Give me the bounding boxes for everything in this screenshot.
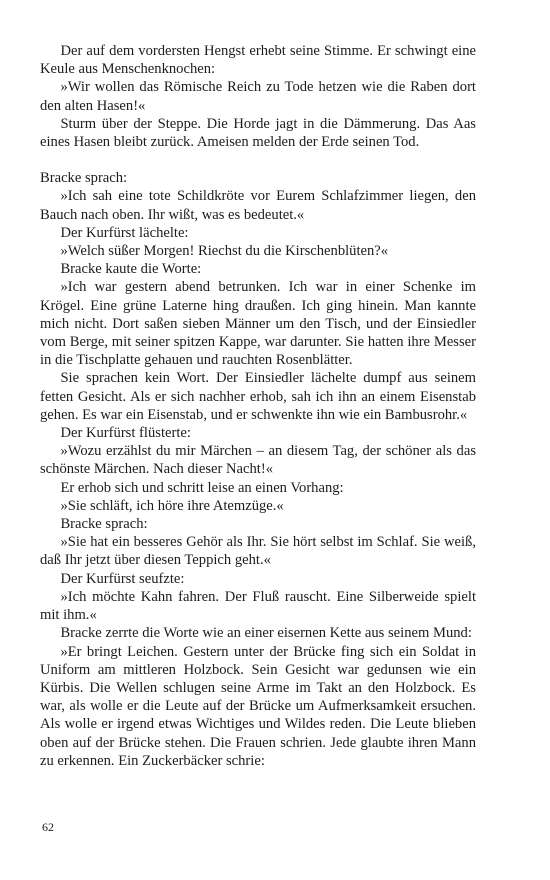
paragraph: Bracke kaute die Worte: [60,261,202,278]
paragraph: »Wozu erzählst du mir Märchen – an diesem Tag, der schöner als das schönste Märchen. Nach dieser Nacht!« [40,443,476,478]
paragraph: »Welch süßer Morgen! Riechst du die Kirschenblüten?« [60,243,389,260]
paragraph: Der Kurfürst lächelte: [60,224,189,241]
paragraph: Sturm über der Steppe. Die Horde jagt in die Dämmerung. Das Aas eines Hasen bleibt zurück. Ameisen melden der Erde seinen Tod. [40,115,476,151]
paragraph: »Wir wollen das Römische Reich zu Tode hetzen wie die Raben dort den alten Hasen!« [40,79,476,114]
paragraph: »Ich möchte Kahn fahren. Der Fluß rauscht. Eine Silberweide spielt mit ihm.« [40,588,476,624]
paragraph: »Ich war gestern abend betrunken. Ich war in einer Schenke im Krögel. Eine grüne Laterne hing draußen. Ich ging hinein. Man kannte mich nicht. Dort saßen sieben Männer um den Tisch, und der Einsiedler vom Berge, mit seiner spitzen Kappe, war darunter. Sie hatten ihre Messer in die Tischplatte gehauen und rauchten Rosenblätter. [40,279,476,369]
section-break [40,151,476,169]
paragraph: »Er bringt Leichen. Gestern unter der Brücke fing sich ein Soldat in Uniform am mittleren Holzbock. Sein Gesicht war gedunsen wie ein Kürbis. Die Wellen schlugen seine Arme im Takt an den Holzbock. Es war, als wolle er die Leute auf der Brücke um Aufmerksamkeit ersuchen. Als wolle er irgend etwas Wichtiges und Wildes reden. Die Leute blieben oben auf der Brücke stehen. Die Frauen schrien. Jede glaubte ihren Mann zu erkennen. Ein Zuckerbäcker schrie: [40,643,476,769]
paragraph: Bracke sprach: [60,516,148,533]
page-number: 62 [42,820,54,834]
paragraph: »Sie hat ein besseres Gehör als Ihr. Sie hört selbst im Schlaf. Sie weiß, daß Ihr jetzt über diesen Teppich geht.« [40,534,476,569]
paragraph: Der Kurfürst seufzte: [60,570,185,587]
paragraph: Er erhob sich und schritt leise an einen Vorhang: [60,479,344,496]
paragraph: Der Kurfürst flüsterte: [60,425,191,442]
paragraph: »Sie schläft, ich höre ihre Atemzüge.« [60,497,284,514]
page-body [40,42,476,770]
paragraph: Sie sprachen kein Wort. Der Einsiedler lächelte dumpf aus seinem fetten Gesicht. Als er sich nachher erhob, sah ich ihn an einem Eisenstab gehen. Es war ein Eisenstab, und er schwenkte ihn wie ein Bambusrohr.« [40,370,476,423]
paragraph: »Ich sah eine tote Schildkröte vor Eurem Schlafzimmer liegen, den Bauch nach oben. Ihr wißt, was es bedeutet.« [40,188,476,223]
paragraph: Bracke zerrte die Worte wie an einer eisernen Kette aus seinem Mund: [60,625,472,642]
paragraph: Bracke sprach: [40,170,128,187]
paragraph: Der auf dem vordersten Hengst erhebt seine Stimme. Er schwingt eine Keule aus Menschenknochen: [40,43,476,78]
